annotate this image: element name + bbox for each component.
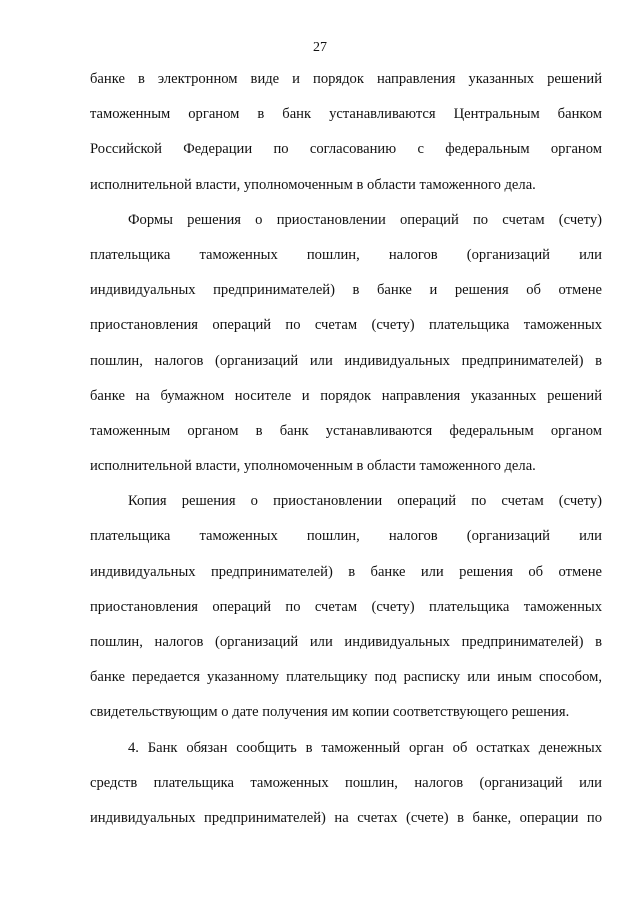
- text-line: свидетельствующим о дате получения им копии соответствующего решения.: [90, 704, 570, 721]
- page-number: 27: [313, 40, 327, 55]
- text-line: пошлин, налогов (организаций или индивидуальных предпринимателей) в: [90, 352, 602, 369]
- text-line: банке передается указанному плательщику под расписку или иным способом,: [90, 669, 602, 686]
- text-line: средств плательщика таможенных пошлин, налогов (организаций или: [90, 774, 602, 791]
- paragraph-first-line: Формы решения о приостановлении операций по счетам (счету): [128, 211, 602, 228]
- text-line: плательщика таможенных пошлин, налогов (организаций или: [90, 528, 602, 545]
- text-line: таможенным органом в банк устанавливаются федеральным органом: [90, 422, 602, 439]
- text-line: исполнительной власти, уполномоченным в области таможенного дела.: [90, 176, 536, 193]
- text-line: банке на бумажном носителе и порядок направления указанных решений: [90, 387, 602, 404]
- text-line: исполнительной власти, уполномоченным в области таможенного дела.: [90, 458, 536, 475]
- text-line: пошлин, налогов (организаций или индивидуальных предпринимателей) в: [90, 634, 602, 650]
- document-body: [90, 62, 602, 836]
- text-line: индивидуальных предпринимателей) в банке или решения об отмене: [90, 563, 602, 580]
- text-line: банке в электронном виде и порядок направления указанных решений: [90, 71, 602, 87]
- text-line: индивидуальных предпринимателей) на счетах (счете) в банке, операции по: [90, 809, 602, 826]
- text-line: Российской Федерации по согласованию с федеральным органом: [90, 141, 602, 158]
- text-line: приостановления операций по счетам (счету) плательщика таможенных: [90, 598, 602, 615]
- text-line: плательщика таможенных пошлин, налогов (организаций или: [90, 246, 602, 263]
- paragraph-first-line: 4. Банк обязан сообщить в таможенный орган об остатках денежных: [128, 739, 602, 756]
- text-line: таможенным органом в банк устанавливаются Центральным банком: [90, 106, 602, 123]
- paragraph-first-line: Копия решения о приостановлении операций по счетам (счету): [128, 493, 602, 510]
- text-line: приостановления операций по счетам (счету) плательщика таможенных: [90, 317, 602, 334]
- text-line: индивидуальных предпринимателей) в банке и решения об отмене: [90, 282, 602, 299]
